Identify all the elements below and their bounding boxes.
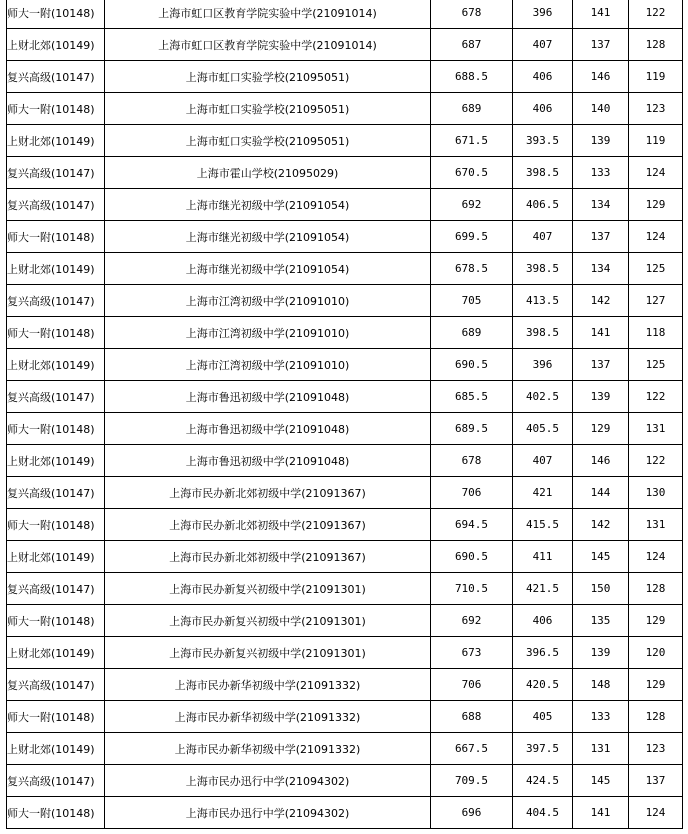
score-c-cell: 145 [573, 765, 629, 797]
table-row [7, 29, 683, 61]
score-d-cell: 130 [629, 477, 683, 509]
table-row [7, 61, 683, 93]
score-c-cell: 134 [573, 253, 629, 285]
score-d-cell: 123 [629, 733, 683, 765]
score-d-cell: 128 [629, 701, 683, 733]
score-b-cell: 405 [513, 701, 573, 733]
score-b-cell: 398.5 [513, 253, 573, 285]
score-b-cell: 396 [513, 349, 573, 381]
high-school-cell: 师大一附(10148) [7, 221, 105, 253]
score-c-cell: 139 [573, 637, 629, 669]
high-school-cell: 复兴高级(10147) [7, 573, 105, 605]
page-bottom-edge [0, 830, 688, 834]
total-score-cell: 692 [431, 605, 513, 637]
table-row [7, 0, 683, 29]
score-d-cell: 119 [629, 125, 683, 157]
middle-school-cell: 上海市民办新北郊初级中学(21091367) [105, 509, 431, 541]
total-score-cell: 690.5 [431, 349, 513, 381]
total-score-cell: 689 [431, 317, 513, 349]
score-c-cell: 141 [573, 797, 629, 829]
high-school-cell: 复兴高级(10147) [7, 285, 105, 317]
total-score-cell: 689 [431, 93, 513, 125]
score-d-cell: 122 [629, 445, 683, 477]
table-row [7, 701, 683, 733]
table-row [7, 477, 683, 509]
score-b-cell: 402.5 [513, 381, 573, 413]
total-score-cell: 671.5 [431, 125, 513, 157]
middle-school-cell: 上海市民办新华初级中学(21091332) [105, 733, 431, 765]
middle-school-cell: 上海市虹口实验学校(21095051) [105, 93, 431, 125]
total-score-cell: 699.5 [431, 221, 513, 253]
table-row [7, 413, 683, 445]
total-score-cell: 688.5 [431, 61, 513, 93]
middle-school-cell: 上海市鲁迅初级中学(21091048) [105, 381, 431, 413]
middle-school-cell: 上海市民办新华初级中学(21091332) [105, 669, 431, 701]
middle-school-cell: 上海市民办新北郊初级中学(21091367) [105, 541, 431, 573]
total-score-cell: 690.5 [431, 541, 513, 573]
total-score-cell: 694.5 [431, 509, 513, 541]
high-school-cell: 复兴高级(10147) [7, 381, 105, 413]
high-school-cell: 复兴高级(10147) [7, 157, 105, 189]
total-score-cell: 706 [431, 669, 513, 701]
middle-school-cell: 上海市继光初级中学(21091054) [105, 253, 431, 285]
total-score-cell: 678.5 [431, 253, 513, 285]
score-b-cell: 406 [513, 605, 573, 637]
table-row [7, 221, 683, 253]
middle-school-cell: 上海市江湾初级中学(21091010) [105, 285, 431, 317]
score-d-cell: 124 [629, 221, 683, 253]
high-school-cell: 复兴高级(10147) [7, 61, 105, 93]
middle-school-cell: 上海市民办新华初级中学(21091332) [105, 701, 431, 733]
score-c-cell: 146 [573, 445, 629, 477]
score-c-cell: 139 [573, 381, 629, 413]
score-d-cell: 124 [629, 541, 683, 573]
score-d-cell: 129 [629, 189, 683, 221]
high-school-cell: 师大一附(10148) [7, 317, 105, 349]
score-d-cell: 128 [629, 29, 683, 61]
middle-school-cell: 上海市虹口区教育学院实验中学(21091014) [105, 29, 431, 61]
total-score-cell: 685.5 [431, 381, 513, 413]
total-score-cell: 692 [431, 189, 513, 221]
score-d-cell: 125 [629, 349, 683, 381]
score-d-cell: 131 [629, 413, 683, 445]
table-row [7, 605, 683, 637]
total-score-cell: 706 [431, 477, 513, 509]
score-b-cell: 393.5 [513, 125, 573, 157]
score-b-cell: 405.5 [513, 413, 573, 445]
score-b-cell: 407 [513, 29, 573, 61]
score-d-cell: 129 [629, 605, 683, 637]
score-d-cell: 123 [629, 93, 683, 125]
middle-school-cell: 上海市江湾初级中学(21091010) [105, 349, 431, 381]
score-d-cell: 119 [629, 61, 683, 93]
table-row [7, 381, 683, 413]
score-c-cell: 133 [573, 701, 629, 733]
table-row [7, 573, 683, 605]
score-b-cell: 404.5 [513, 797, 573, 829]
score-b-cell: 398.5 [513, 157, 573, 189]
total-score-cell: 678 [431, 445, 513, 477]
middle-school-cell: 上海市虹口实验学校(21095051) [105, 61, 431, 93]
score-c-cell: 137 [573, 29, 629, 61]
score-c-cell: 150 [573, 573, 629, 605]
score-d-cell: 125 [629, 253, 683, 285]
score-b-cell: 407 [513, 445, 573, 477]
middle-school-cell: 上海市鲁迅初级中学(21091048) [105, 445, 431, 477]
total-score-cell: 678 [431, 0, 513, 29]
score-d-cell: 127 [629, 285, 683, 317]
total-score-cell: 710.5 [431, 573, 513, 605]
high-school-cell: 上财北郊(10149) [7, 637, 105, 669]
high-school-cell: 上财北郊(10149) [7, 125, 105, 157]
score-b-cell: 421 [513, 477, 573, 509]
score-c-cell: 139 [573, 125, 629, 157]
table-row [7, 157, 683, 189]
score-c-cell: 142 [573, 285, 629, 317]
middle-school-cell: 上海市江湾初级中学(21091010) [105, 317, 431, 349]
table-row [7, 93, 683, 125]
score-d-cell: 124 [629, 797, 683, 829]
total-score-cell: 696 [431, 797, 513, 829]
high-school-cell: 师大一附(10148) [7, 509, 105, 541]
table-row [7, 541, 683, 573]
high-school-cell: 师大一附(10148) [7, 797, 105, 829]
score-c-cell: 146 [573, 61, 629, 93]
high-school-cell: 复兴高级(10147) [7, 765, 105, 797]
total-score-cell: 687 [431, 29, 513, 61]
score-b-cell: 398.5 [513, 317, 573, 349]
score-c-cell: 145 [573, 541, 629, 573]
total-score-cell: 705 [431, 285, 513, 317]
score-b-cell: 411 [513, 541, 573, 573]
total-score-cell: 670.5 [431, 157, 513, 189]
score-b-cell: 396.5 [513, 637, 573, 669]
middle-school-cell: 上海市霍山学校(21095029) [105, 157, 431, 189]
high-school-cell: 师大一附(10148) [7, 93, 105, 125]
total-score-cell: 709.5 [431, 765, 513, 797]
score-c-cell: 137 [573, 221, 629, 253]
middle-school-cell: 上海市鲁迅初级中学(21091048) [105, 413, 431, 445]
high-school-cell: 师大一附(10148) [7, 605, 105, 637]
table-row [7, 733, 683, 765]
table-row [7, 253, 683, 285]
score-b-cell: 407 [513, 221, 573, 253]
score-c-cell: 148 [573, 669, 629, 701]
score-b-cell: 421.5 [513, 573, 573, 605]
table-row [7, 637, 683, 669]
score-b-cell: 406.5 [513, 189, 573, 221]
score-c-cell: 133 [573, 157, 629, 189]
high-school-cell: 复兴高级(10147) [7, 189, 105, 221]
score-c-cell: 137 [573, 349, 629, 381]
table-row [7, 765, 683, 797]
high-school-cell: 师大一附(10148) [7, 413, 105, 445]
score-b-cell: 413.5 [513, 285, 573, 317]
score-c-cell: 129 [573, 413, 629, 445]
score-d-cell: 128 [629, 573, 683, 605]
score-d-cell: 120 [629, 637, 683, 669]
score-c-cell: 142 [573, 509, 629, 541]
table-row [7, 509, 683, 541]
score-c-cell: 134 [573, 189, 629, 221]
middle-school-cell: 上海市民办迅行中学(21094302) [105, 797, 431, 829]
high-school-cell: 上财北郊(10149) [7, 29, 105, 61]
score-table-body [7, 0, 683, 829]
score-c-cell: 141 [573, 317, 629, 349]
high-school-cell: 上财北郊(10149) [7, 541, 105, 573]
high-school-cell: 师大一附(10148) [7, 0, 105, 29]
middle-school-cell: 上海市继光初级中学(21091054) [105, 189, 431, 221]
middle-school-cell: 上海市虹口区教育学院实验中学(21091014) [105, 0, 431, 29]
middle-school-cell: 上海市民办迅行中学(21094302) [105, 765, 431, 797]
score-d-cell: 137 [629, 765, 683, 797]
high-school-cell: 上财北郊(10149) [7, 349, 105, 381]
score-b-cell: 420.5 [513, 669, 573, 701]
score-d-cell: 124 [629, 157, 683, 189]
score-d-cell: 122 [629, 0, 683, 29]
score-b-cell: 397.5 [513, 733, 573, 765]
table-row [7, 285, 683, 317]
table-row [7, 797, 683, 829]
score-b-cell: 406 [513, 61, 573, 93]
score-b-cell: 406 [513, 93, 573, 125]
high-school-cell: 师大一附(10148) [7, 701, 105, 733]
middle-school-cell: 上海市民办新复兴初级中学(21091301) [105, 637, 431, 669]
table-row [7, 317, 683, 349]
score-c-cell: 141 [573, 0, 629, 29]
score-b-cell: 424.5 [513, 765, 573, 797]
middle-school-cell: 上海市继光初级中学(21091054) [105, 221, 431, 253]
score-d-cell: 131 [629, 509, 683, 541]
high-school-cell: 复兴高级(10147) [7, 477, 105, 509]
score-d-cell: 129 [629, 669, 683, 701]
score-c-cell: 135 [573, 605, 629, 637]
high-school-cell: 上财北郊(10149) [7, 445, 105, 477]
middle-school-cell: 上海市民办新复兴初级中学(21091301) [105, 573, 431, 605]
high-school-cell: 复兴高级(10147) [7, 669, 105, 701]
high-school-cell: 上财北郊(10149) [7, 253, 105, 285]
score-c-cell: 140 [573, 93, 629, 125]
total-score-cell: 673 [431, 637, 513, 669]
table-row [7, 445, 683, 477]
high-school-cell: 上财北郊(10149) [7, 733, 105, 765]
score-table [6, 0, 683, 829]
score-c-cell: 144 [573, 477, 629, 509]
score-b-cell: 415.5 [513, 509, 573, 541]
score-c-cell: 131 [573, 733, 629, 765]
score-d-cell: 118 [629, 317, 683, 349]
table-row [7, 349, 683, 381]
score-b-cell: 396 [513, 0, 573, 29]
table-row [7, 669, 683, 701]
table-row [7, 189, 683, 221]
total-score-cell: 688 [431, 701, 513, 733]
score-d-cell: 122 [629, 381, 683, 413]
total-score-cell: 689.5 [431, 413, 513, 445]
middle-school-cell: 上海市虹口实验学校(21095051) [105, 125, 431, 157]
total-score-cell: 667.5 [431, 733, 513, 765]
middle-school-cell: 上海市民办新北郊初级中学(21091367) [105, 477, 431, 509]
table-row [7, 125, 683, 157]
middle-school-cell: 上海市民办新复兴初级中学(21091301) [105, 605, 431, 637]
